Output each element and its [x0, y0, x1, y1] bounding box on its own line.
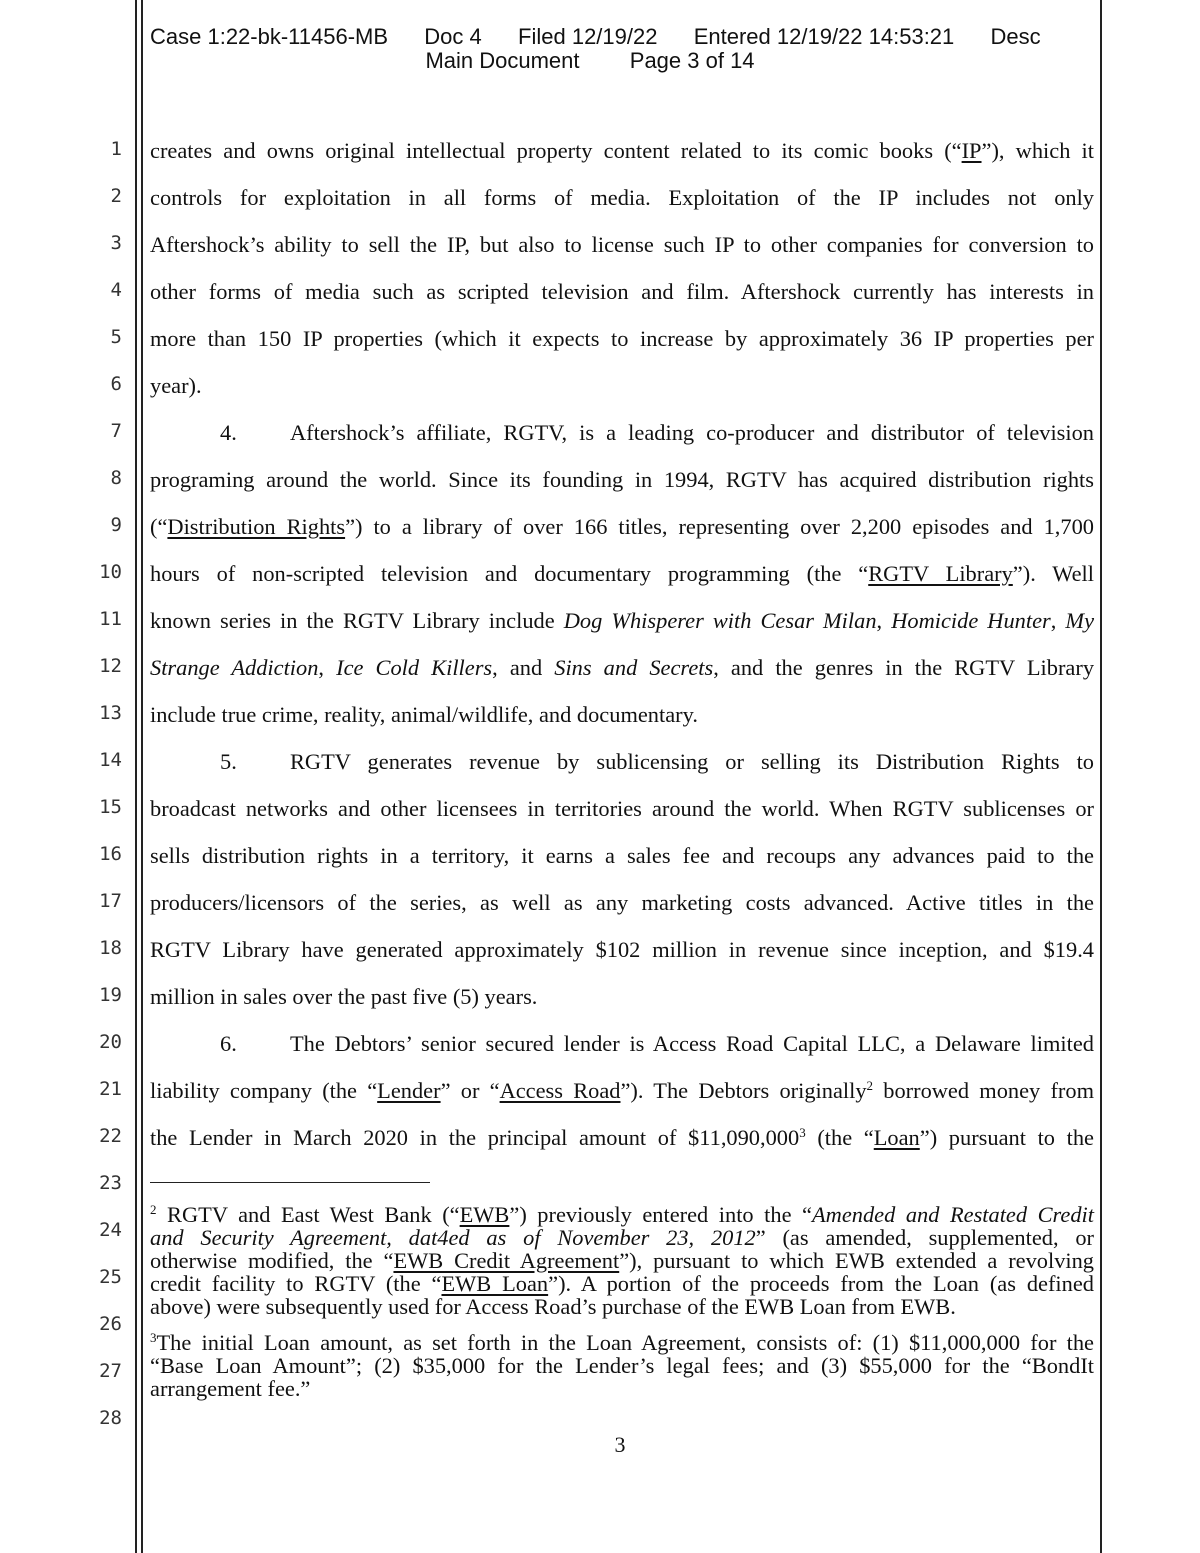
defined-term-ewb: EWB [459, 1202, 510, 1227]
line-number: 19 [99, 984, 122, 1006]
left-margin-rule-outer [135, 0, 137, 1553]
line-number: 5 [110, 326, 122, 348]
line-number: 17 [99, 890, 122, 912]
footnote-3 [150, 1331, 1094, 1400]
document-body [150, 127, 1094, 1161]
paragraph-number: 4. [220, 420, 237, 445]
doc-number: Doc 4 [424, 24, 482, 49]
body-line: include true crime, reality, animal/wildlife, and documentary. [150, 702, 698, 727]
line-number: 7 [110, 420, 122, 442]
body-line: year). [150, 373, 202, 398]
line-number: 21 [99, 1078, 122, 1100]
body-line: Strange Addiction, Ice Cold Killers, and Sins and Secrets, and the genres in the RGTV Library [150, 655, 1095, 680]
series-title: My [1065, 608, 1095, 633]
body-line: sells distribution rights in a territory, it earns a sales fee and recoups any advances paid to the [150, 843, 1094, 868]
body-line: hours of non-scripted television and documentary programming (the “RGTV Library”). Well [150, 561, 1094, 586]
footnote-2 [150, 1203, 1094, 1318]
body-line: 4. Aftershock’s affiliate, RGTV, is a leading co-producer and distributor of television [150, 409, 1094, 456]
defined-term-rgtv-library: RGTV Library [868, 561, 1013, 586]
footnote-line: $^2$ RGTV and East West Bank (“EWB”) previously entered into the “Amended and Restated Credit [150, 1202, 1094, 1227]
line-number: 14 [99, 749, 122, 771]
body-line: controls for exploitation in all forms of media. Exploitation of the IP includes not only [150, 185, 1094, 210]
line-number: 13 [99, 702, 122, 724]
footnote-line: credit facility to RGTV (the “EWB Loan”). A portion of the proceeds from the Loan (as defined [150, 1271, 1094, 1296]
body-line: other forms of media such as scripted television and film. Aftershock currently has interests in [150, 279, 1094, 304]
line-number: 26 [99, 1313, 122, 1335]
line-number: 16 [99, 843, 122, 865]
footnote-line: arrangement fee.” [150, 1376, 311, 1401]
line-number: 6 [110, 373, 122, 395]
defined-term-distribution-rights: Distribution Rights [167, 514, 346, 539]
series-title: Ice Cold Killers [336, 655, 493, 680]
body-line: liability company (the “Lender” or “Access Road”). The Debtors originally$^2$ borrowed money from [150, 1078, 1094, 1103]
footnote-line: otherwise modified, the “EWB Credit Agreement”), pursuant to which EWB extended a revolving [150, 1248, 1095, 1273]
line-number: 15 [99, 796, 122, 818]
line-number: 28 [99, 1407, 122, 1429]
paragraph-number: 5. [220, 749, 237, 774]
page-of-label: Page 3 of 14 [629, 48, 755, 73]
filed-date: Filed 12/19/22 [518, 24, 658, 49]
body-line: (“Distribution Rights”) to a library of over 166 titles, representing over 2,200 episodes and 1,700 [150, 514, 1094, 539]
page-number: 3 [614, 1432, 626, 1457]
paragraph-number: 6. [220, 1031, 237, 1056]
footnote-mark: 2 [150, 1202, 157, 1217]
series-title: Homicide Hunter [891, 608, 1051, 633]
footnote-line: $^3$The initial Loan amount, as set forth in the Loan Agreement, consists of: (1) $11,000,000 for the [150, 1330, 1094, 1355]
line-number: 10 [99, 561, 122, 583]
series-title: Sins and Secrets [554, 655, 714, 680]
line-number: 4 [110, 279, 122, 301]
line-number: 25 [99, 1266, 122, 1288]
entered-date: Entered 12/19/22 14:53:21 [693, 24, 955, 49]
footnote-line: “Base Loan Amount”; (2) $35,000 for the Lender’s legal fees; and (3) $55,000 for the “BondIt [150, 1353, 1094, 1378]
left-margin-rule-inner [141, 0, 143, 1553]
footnote-line: above) were subsequently used for Access Road’s purchase of the EWB Loan from EWB. [150, 1294, 956, 1319]
body-line: the Lender in March 2020 in the principal amount of $11,090,000$^3$ (the “Loan”) pursuant to the [150, 1125, 1094, 1150]
series-title: Strange Addiction [150, 655, 319, 680]
line-number: 18 [99, 937, 122, 959]
body-line: more than 150 IP properties (which it expects to increase by approximately 36 IP properties per [150, 326, 1094, 351]
footnote-separator [150, 1182, 430, 1183]
footnote-ref: 3 [799, 1125, 806, 1140]
body-line: programing around the world. Since its founding in 1994, RGTV has acquired distribution rights [150, 467, 1094, 492]
line-number: 11 [99, 608, 122, 630]
line-number: 2 [110, 185, 122, 207]
line-number: 12 [99, 655, 122, 677]
desc-label: Desc [990, 24, 1041, 49]
body-line: known series in the RGTV Library include Dog Whisperer with Cesar Milan, Homicide Hunter, My [150, 608, 1095, 633]
footnote-ref: 2 [866, 1078, 874, 1093]
body-line: million in sales over the past five (5) years. [150, 984, 538, 1009]
line-number: 8 [110, 467, 122, 489]
body-line: 6. The Debtors’ senior secured lender is Access Road Capital LLC, a Delaware limited [150, 1020, 1094, 1067]
case-number: Case 1:22-bk-11456-MB [150, 24, 389, 49]
defined-term-lender: Lender [377, 1078, 441, 1103]
line-number: 23 [99, 1172, 122, 1194]
body-line: creates and owns original intellectual property content related to its comic books (“IP”), which it [150, 138, 1094, 163]
line-number: 9 [110, 514, 122, 536]
series-title: Dog Whisperer with Cesar Milan [563, 608, 877, 633]
line-number: 3 [110, 232, 122, 254]
line-number: 24 [99, 1219, 122, 1241]
defined-term-access-road: Access Road [499, 1078, 621, 1103]
line-number: 22 [99, 1125, 122, 1147]
body-line: producers/licensors of the series, as well as any marketing costs advanced. Active titles in the [150, 890, 1094, 915]
line-number: 1 [110, 138, 122, 160]
main-document-label: Main Document [425, 48, 580, 73]
body-line: 5. RGTV generates revenue by sublicensing or selling its Distribution Rights to [150, 738, 1094, 785]
body-line: broadcast networks and other licensees in territories around the world. When RGTV sublicenses or [150, 796, 1094, 821]
body-line: Aftershock’s ability to sell the IP, but also to license such IP to other companies for conversion to [150, 232, 1094, 257]
defined-term-ewb-loan: EWB Loan [441, 1271, 549, 1296]
right-margin-rule [1100, 0, 1102, 1553]
defined-term-ip: IP [961, 138, 982, 163]
body-line: RGTV Library have generated approximately $102 million in revenue since inception, and $19.4 [150, 937, 1094, 962]
footnote-mark: 3 [150, 1330, 157, 1345]
line-number: 20 [99, 1031, 122, 1053]
line-number: 27 [99, 1360, 122, 1382]
footnote-line: and Security Agreement, dat4ed as of November 23, 2012” (as amended, supplemented, or [150, 1225, 1094, 1250]
defined-term-ewb-credit-agreement: EWB Credit Agreement [393, 1248, 620, 1273]
defined-term-loan: Loan [873, 1125, 920, 1150]
